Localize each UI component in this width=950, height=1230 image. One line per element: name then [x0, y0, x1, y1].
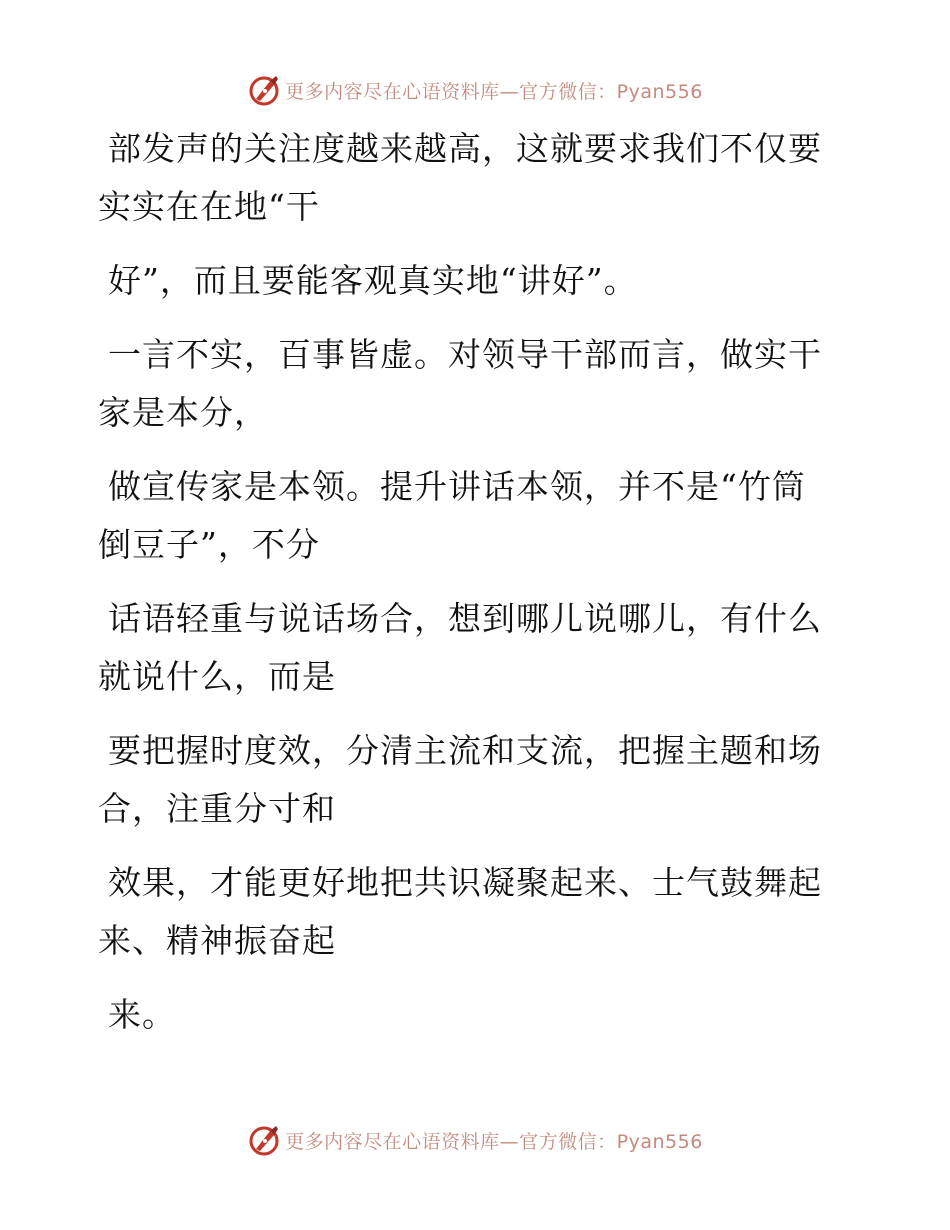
paragraph-line: 来。	[108, 995, 176, 1034]
paragraph-line: 合，注重分寸和	[98, 789, 336, 828]
paragraph	[98, 986, 838, 1044]
paragraph-line: 话语轻重与说话场合，想到哪儿说哪儿，有什么	[108, 599, 822, 638]
paragraph-line: 做宣传家是本领。提升讲话本领，并不是“竹筒	[108, 467, 806, 506]
paragraph-line: 一言不实，百事皆虚。对领导干部而言，做实干	[108, 335, 822, 374]
footer-banner	[0, 1120, 950, 1160]
paragraph-line: 好”，而且要能客观真实地“讲好”。	[108, 261, 638, 300]
paragraph-line: 部发声的关注度越来越高，这就要求我们不仅要	[108, 129, 822, 168]
paragraph-line: 来、精神振奋起	[98, 921, 336, 960]
paragraph	[98, 120, 838, 236]
footer-banner-text: 更多内容尽在心语资料库—官方微信：Pyan556	[285, 1130, 703, 1153]
paragraph	[98, 252, 838, 310]
header-banner	[0, 70, 950, 110]
header-banner-text: 更多内容尽在心语资料库—官方微信：Pyan556	[285, 80, 703, 103]
pen-nib-logo-icon	[247, 73, 281, 107]
paragraph-line: 要把握时度效，分清主流和支流，把握主题和场	[108, 731, 822, 770]
paragraph	[98, 854, 838, 970]
paragraph-line: 效果，才能更好地把共识凝聚起来、士气鼓舞起	[108, 863, 822, 902]
paragraph-line: 实实在在地“干	[98, 187, 320, 226]
paragraph	[98, 590, 838, 706]
paragraph	[98, 458, 838, 574]
paragraph-line: 家是本分，	[98, 393, 268, 432]
paragraph-line: 就说什么，而是	[98, 657, 336, 696]
document-body	[98, 120, 838, 1060]
pen-nib-logo-icon	[247, 1123, 281, 1157]
paragraph	[98, 326, 838, 442]
paragraph	[98, 722, 838, 838]
paragraph-line: 倒豆子”，不分	[98, 525, 320, 564]
